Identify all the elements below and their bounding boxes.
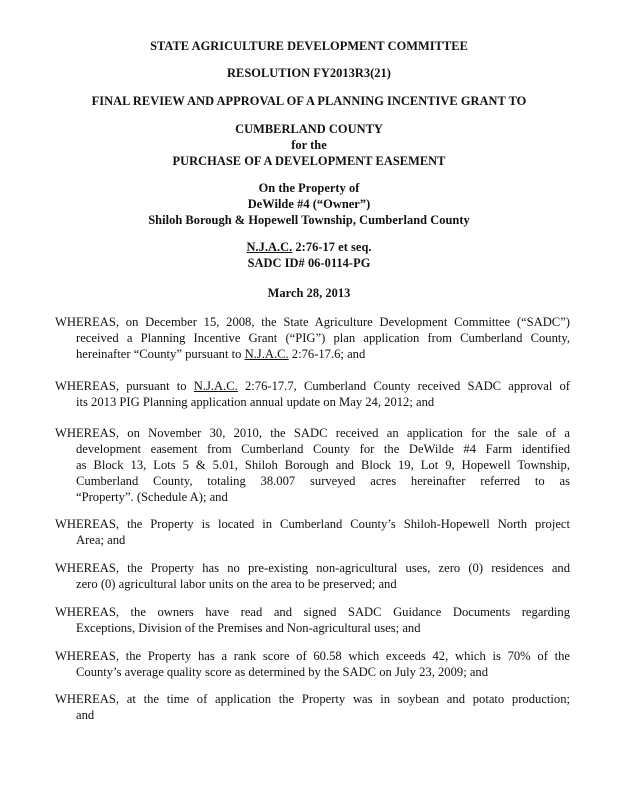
clause-text: hereinafter “County” pursuant to [76, 347, 245, 361]
clause-line: and [76, 708, 95, 722]
clause-text: WHEREAS, pursuant to [55, 379, 194, 393]
clause-line: zero (0) agricultural labor units on the area to be preserved; and [76, 577, 397, 591]
clause-line: WHEREAS, the Property has a rank score of 60.58 which exceeds 42, which is 70% of the [55, 649, 570, 663]
clause-line: WHEREAS, the Property is located in Cumberland County’s Shiloh-Hopewell North project [55, 517, 570, 531]
njac-rest: 2:76-17 et seq. [292, 240, 372, 254]
purchase-title: PURCHASE OF A DEVELOPMENT EASEMENT [172, 154, 446, 168]
clause-line [76, 347, 365, 362]
njac-citation [0, 240, 618, 255]
clause-line: as Block 13, Lots 5 & 5.01, Shiloh Borough and Block 19, Lot 9, Hopewell Township, [76, 458, 570, 472]
owner-name: DeWilde #4 (“Owner”) [247, 197, 371, 211]
resolution-title: FINAL REVIEW AND APPROVAL OF A PLANNING INCENTIVE GRANT TO [91, 94, 527, 108]
njac-ref-link: N.J.A.C. [246, 240, 293, 254]
clause-line: WHEREAS, on November 30, 2010, the SADC received an application for the sale of a [55, 426, 570, 440]
clause-line: Area; and [76, 533, 126, 547]
resolution-date: March 28, 2013 [267, 286, 351, 300]
clause-line: development easement from Cumberland County for the DeWilde #4 Farm identified [76, 442, 570, 456]
on-property-text: On the Property of [258, 181, 360, 195]
clause-line: WHEREAS, at the time of application the Property was in soybean and potato production; [55, 692, 570, 706]
clause-line: County’s average quality score as determined by the SADC on July 23, 2009; and [76, 665, 489, 679]
clause-line: Exceptions, Division of the Premises and Non-agricultural uses; and [76, 621, 421, 635]
clause-line: “Property”. (Schedule A); and [76, 490, 228, 504]
property-location: Shiloh Borough & Hopewell Township, Cumberland County [148, 213, 470, 227]
clause-line: WHEREAS, on December 15, 2008, the State Agriculture Development Committee (“SADC”) [55, 315, 570, 329]
clause-line: Cumberland County, totaling 38.007 surveyed acres hereinafter referred to as [76, 474, 570, 488]
committee-name: STATE AGRICULTURE DEVELOPMENT COMMITTEE [150, 39, 468, 53]
clause-line [55, 379, 570, 394]
clause-line: received a Planning Incentive Grant (“PIG”) plan application from Cumberland County, [76, 331, 570, 345]
county-name: CUMBERLAND COUNTY [235, 122, 383, 136]
clause-line: its 2013 PIG Planning application annual update on May 24, 2012; and [76, 395, 435, 409]
sadc-id: SADC ID# 06-0114-PG [247, 256, 371, 270]
for-the-text: for the [291, 138, 327, 152]
clause-line: WHEREAS, the Property has no pre-existing non-agricultural uses, zero (0) residences and [55, 561, 570, 575]
clause-text: 2:76-17.6; and [288, 347, 366, 361]
njac-ref: N.J.A.C. [193, 379, 238, 393]
njac-ref: N.J.A.C. [244, 347, 289, 361]
clause-text: 2:76-17.7, Cumberland County received SADC approval of [237, 379, 570, 393]
clause-line: WHEREAS, the owners have read and signed SADC Guidance Documents regarding [55, 605, 570, 619]
resolution-number: RESOLUTION FY2013R3(21) [227, 66, 391, 80]
